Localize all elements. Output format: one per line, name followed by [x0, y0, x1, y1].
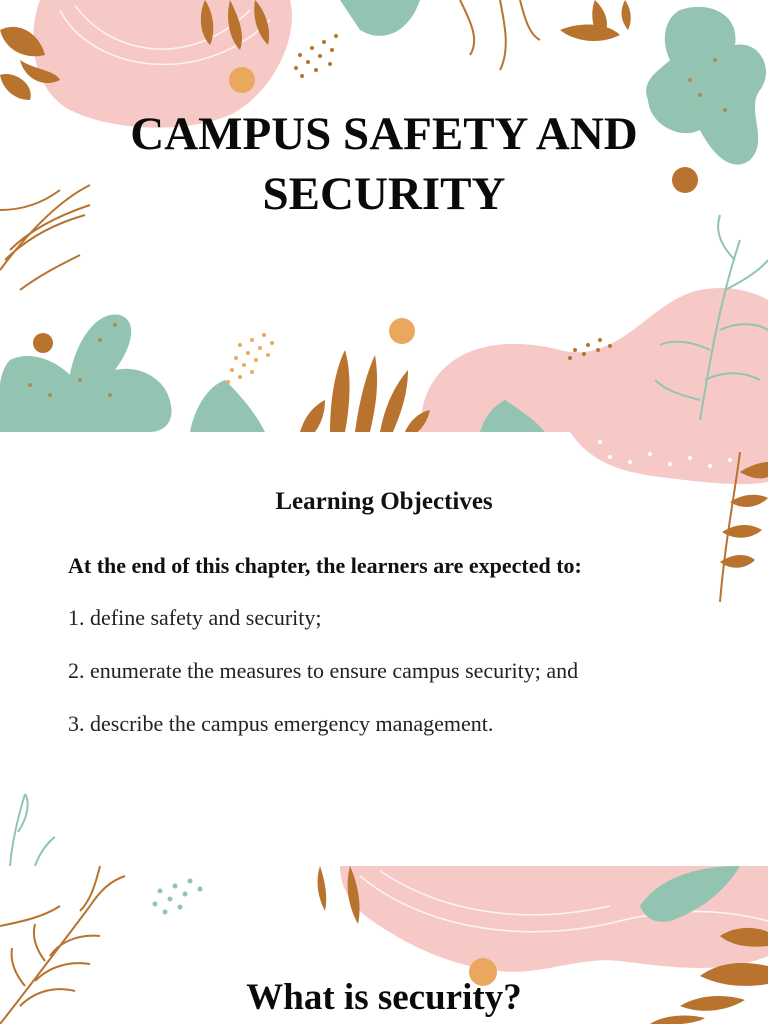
- security-slide: [0, 866, 768, 1024]
- pink-wave: [420, 288, 768, 432]
- speckle-dots: [226, 333, 274, 384]
- objective-item: 3. describe the campus emergency management.: [68, 711, 494, 736]
- objective-item: 1. define safety and security;: [68, 605, 322, 630]
- intro-text: At the end of this chapter, the learners are expected to:: [68, 553, 582, 578]
- section-heading: Learning Objectives: [275, 488, 493, 515]
- objectives-slide: [0, 432, 768, 866]
- dot-decoration: [229, 67, 255, 93]
- title-line-1: CAMPUS SAFETY AND: [130, 108, 638, 160]
- objective-item: 2. enumerate the measures to ensure campus security; and: [68, 658, 579, 683]
- speckle-dots: [153, 879, 203, 915]
- dot-decoration: [389, 318, 415, 344]
- slide-title: What is security?: [246, 977, 522, 1018]
- title-line-2: SECURITY: [262, 168, 506, 220]
- title-slide: [0, 0, 768, 432]
- sage-blob: [0, 315, 172, 432]
- slide-title: [0, 104, 768, 224]
- dot-decoration: [33, 333, 53, 353]
- line-leaf-icon: [10, 794, 55, 866]
